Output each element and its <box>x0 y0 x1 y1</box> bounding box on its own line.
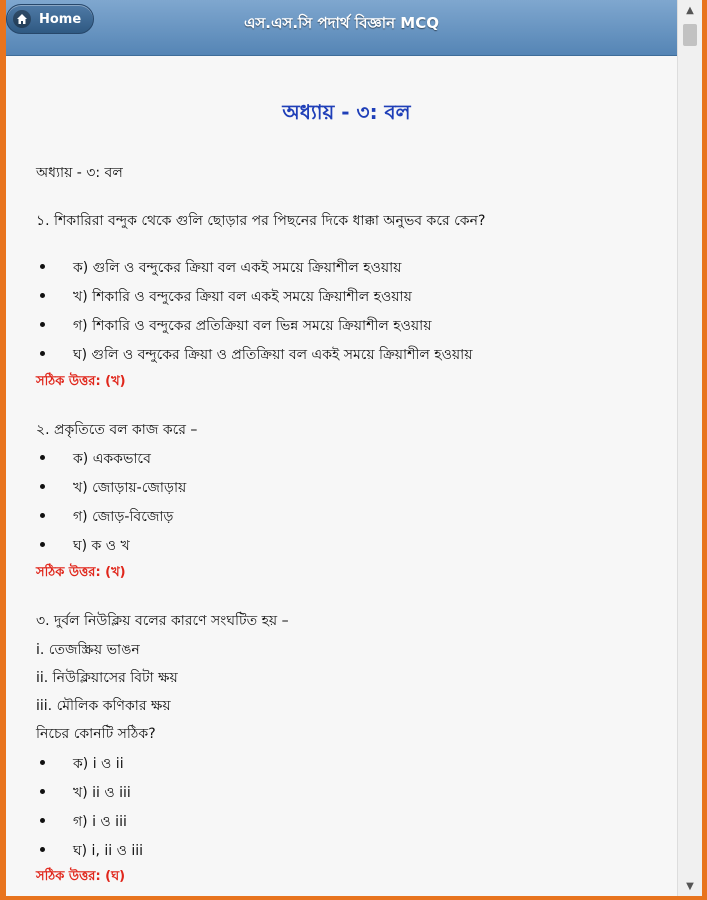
list-item: খ) ii ও iii <box>36 781 131 805</box>
list-item: গ) শিকারি ও বন্দুকের প্রতিক্রিয়া বল ভিন্ন সময়ে ক্রিয়াশীল হওয়ায় <box>36 314 431 338</box>
vertical-scrollbar[interactable] <box>677 0 702 896</box>
list-item: খ) শিকারি ও বন্দুকের ক্রিয়া বল একই সময়ে ক্রিয়াশীল হওয়ায় <box>36 285 412 309</box>
scroll-thumb[interactable] <box>683 24 697 46</box>
list-item: ঘ) গুলি ও বন্দুকের ক্রিয়া ও প্রতিক্রিয়া বল একই সময়ে ক্রিয়াশীল হওয়ায় <box>36 343 472 367</box>
question-text: ২. প্রকৃতিতে বল কাজ করে – <box>36 422 198 438</box>
list-item: ক) i ও ii <box>36 752 124 776</box>
list-item: গ) জোড়-বিজোড় <box>36 505 173 529</box>
statement-item: ii. নিউক্লিয়াসের বিটা ক্ষয় <box>36 670 178 686</box>
statement-item: iii. মৌলিক কণিকার ক্ষয় <box>36 698 171 714</box>
header-bar <box>6 0 677 56</box>
content-area <box>36 56 657 884</box>
page-title: এস.এস.সি পদার্থ বিজ্ঞান MCQ <box>243 14 439 32</box>
correct-answer: সঠিক উত্তর: (খ) <box>36 565 126 580</box>
statement-item: i. তেজস্ক্রিয় ভাঙন <box>36 642 140 658</box>
scroll-up-icon[interactable]: ▲ <box>686 4 694 16</box>
chapter-heading: অধ্যায় - ৩: বল <box>282 100 411 124</box>
list-item: ঘ) ক ও খ <box>36 534 130 558</box>
question-text: ৩. দুর্বল নিউক্লিয় বলের কারণে সংঘটিত হয় – <box>36 613 289 629</box>
question-prompt: নিচের কোনটি সঠিক? <box>36 726 156 742</box>
app-frame <box>6 0 677 896</box>
correct-answer: সঠিক উত্তর: (খ) <box>36 374 126 389</box>
correct-answer: সঠিক উত্তর: (ঘ) <box>36 869 126 884</box>
list-item: ঘ) i, ii ও iii <box>36 839 143 863</box>
chapter-subheading: অধ্যায় - ৩: বল <box>36 165 123 181</box>
scroll-down-icon[interactable]: ▼ <box>686 880 694 892</box>
list-item: ক) গুলি ও বন্দুকের ক্রিয়া বল একই সময়ে ক্রিয়াশীল হওয়ায় <box>36 256 401 280</box>
home-button-label: Home <box>39 11 82 27</box>
list-item: গ) i ও iii <box>36 810 127 834</box>
list-item: খ) জোড়ায়-জোড়ায় <box>36 476 186 500</box>
list-item: ক) এককভাবে <box>36 447 151 471</box>
question-text: ১. শিকারিরা বন্দুক থেকে গুলি ছোড়ার পর পিছনের দিকে ধাক্কা অনুভব করে কেন? <box>36 213 486 229</box>
